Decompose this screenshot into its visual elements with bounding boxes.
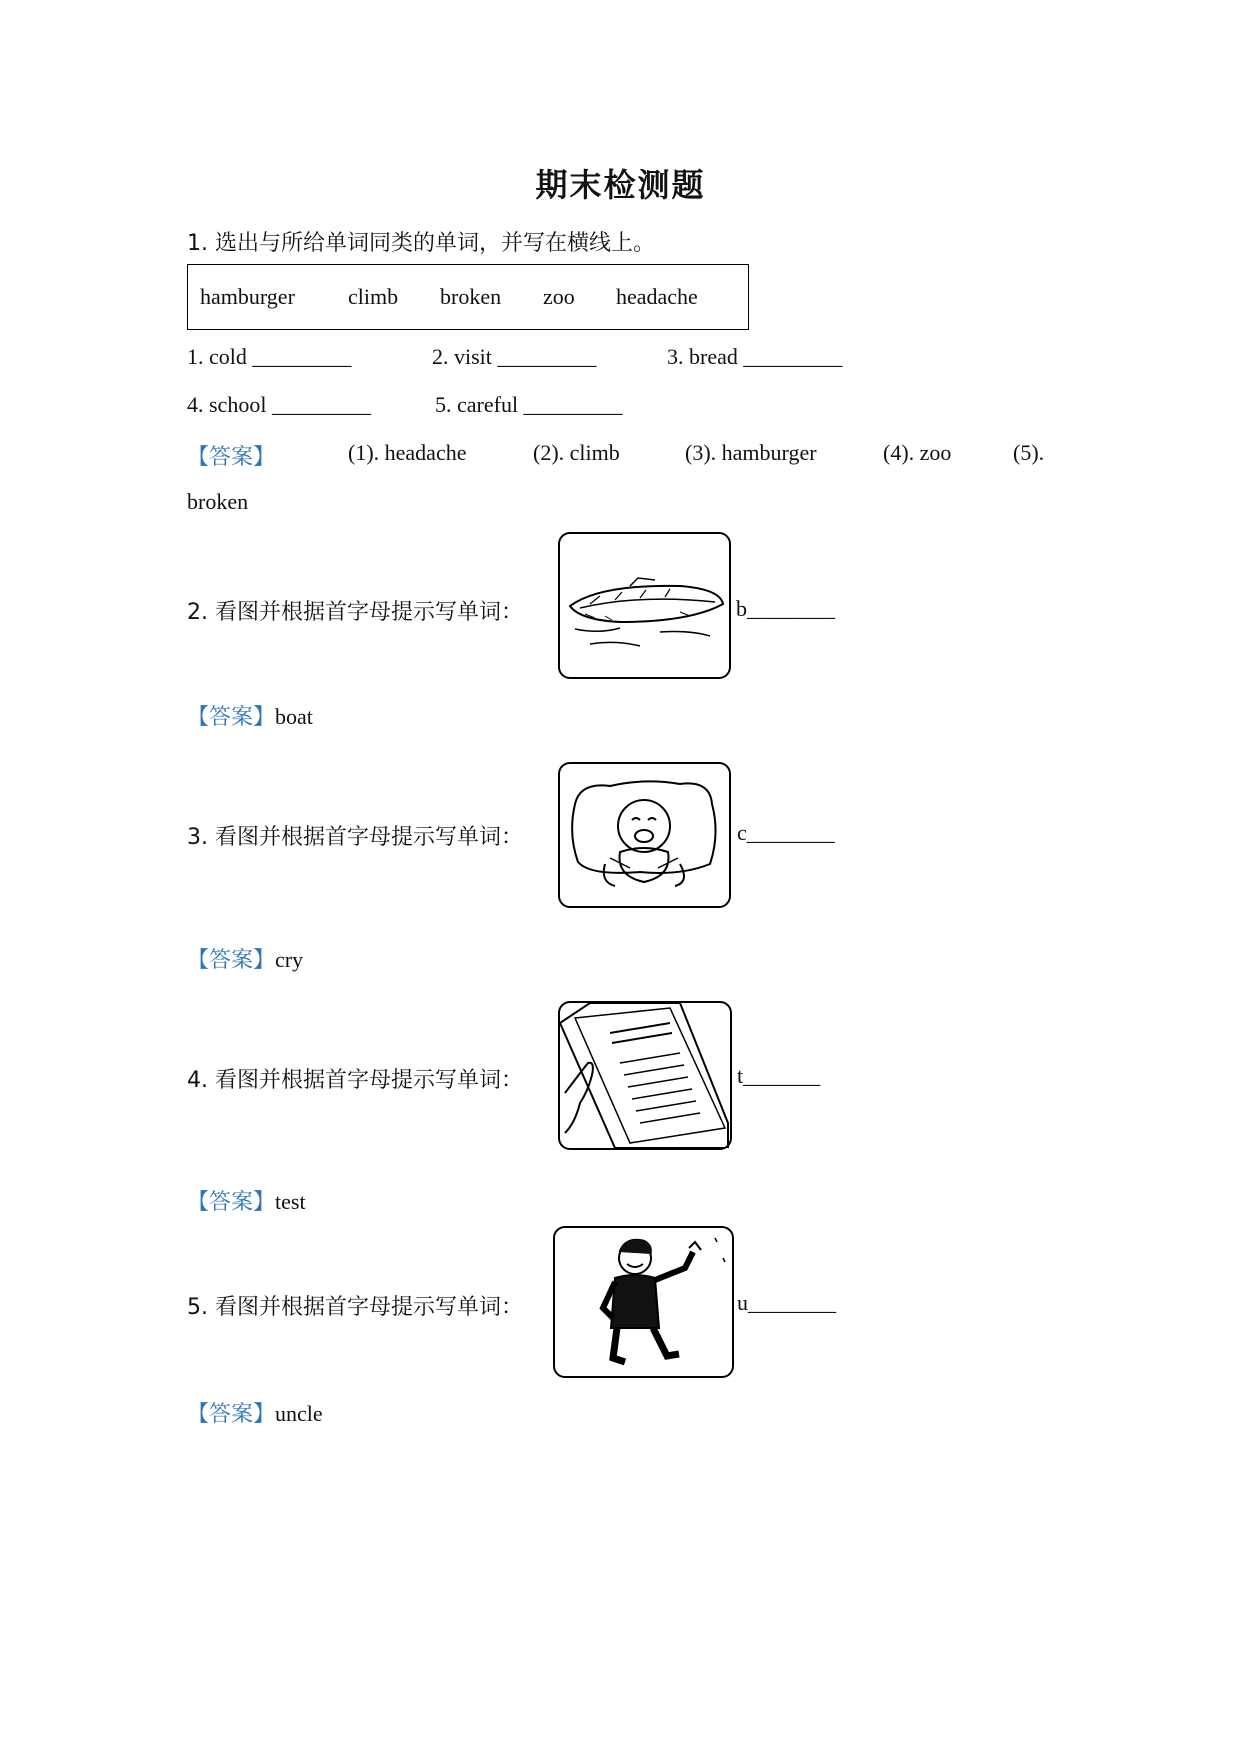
word-hamburger: hamburger: [200, 284, 295, 309]
q4-prompt: 4. 看图并根据首字母提示写单词：: [187, 1068, 523, 1093]
q1-answer-tag: 【答案】: [187, 445, 276, 470]
word-box: [187, 264, 749, 330]
q5-answer: [187, 1397, 323, 1428]
q1-answer-2: (2). climb: [533, 440, 620, 465]
word-broken: broken: [440, 284, 502, 309]
q3-answer-tag: 【答案】: [187, 948, 276, 973]
boat-picture: [558, 532, 731, 679]
q4-answer: [187, 1185, 306, 1216]
q3-blank: c________: [737, 820, 835, 845]
q5-answer-text: uncle: [275, 1401, 323, 1426]
crying-baby-icon: [560, 764, 729, 906]
q4-blank: t_______: [737, 1063, 821, 1088]
boat-icon: [560, 534, 729, 677]
q1-prompt: 1. 选出与所给单词同类的单词，并写在横线上。: [187, 231, 655, 256]
q1-answer-3: (3). hamburger: [685, 440, 817, 465]
word-zoo: zoo: [543, 284, 575, 309]
q3-prompt: 3. 看图并根据首字母提示写单词：: [187, 825, 523, 850]
q2-blank: b________: [736, 596, 835, 621]
q5-answer-tag: 【答案】: [187, 1402, 276, 1427]
test-paper-picture: [558, 1001, 732, 1150]
q2-answer-tag: 【答案】: [187, 705, 276, 730]
q1-item-4: 4. school _________: [187, 392, 371, 417]
crying-baby-picture: [558, 762, 731, 908]
q1-answer-1: (1). headache: [348, 440, 467, 465]
waving-uncle-picture: [553, 1226, 734, 1378]
q1-item-1: 1. cold _________: [187, 344, 352, 369]
q2-answer-text: boat: [275, 704, 313, 729]
q2-answer: [187, 700, 313, 731]
word-headache: headache: [616, 284, 698, 309]
q1-answer-5-word: broken: [187, 489, 249, 514]
q1-item-3: 3. bread _________: [667, 344, 843, 369]
q1-item-5: 5. careful _________: [435, 392, 623, 417]
q5-blank: u________: [737, 1290, 836, 1315]
waving-uncle-icon: [555, 1228, 732, 1376]
q3-answer: [187, 943, 303, 974]
q5-prompt: 5. 看图并根据首字母提示写单词：: [187, 1295, 523, 1320]
q1-answer-5: (5).: [1013, 440, 1045, 465]
word-climb: climb: [348, 284, 399, 309]
q4-answer-text: test: [275, 1189, 306, 1214]
page-title: 期末检测题: [535, 166, 706, 204]
q2-prompt: 2. 看图并根据首字母提示写单词：: [187, 600, 523, 625]
q1-answer-4: (4). zoo: [883, 440, 952, 465]
q3-answer-text: cry: [275, 947, 304, 972]
q4-answer-tag: 【答案】: [187, 1190, 276, 1215]
q1-item-2: 2. visit _________: [432, 344, 597, 369]
test-paper-icon: [560, 1003, 730, 1148]
